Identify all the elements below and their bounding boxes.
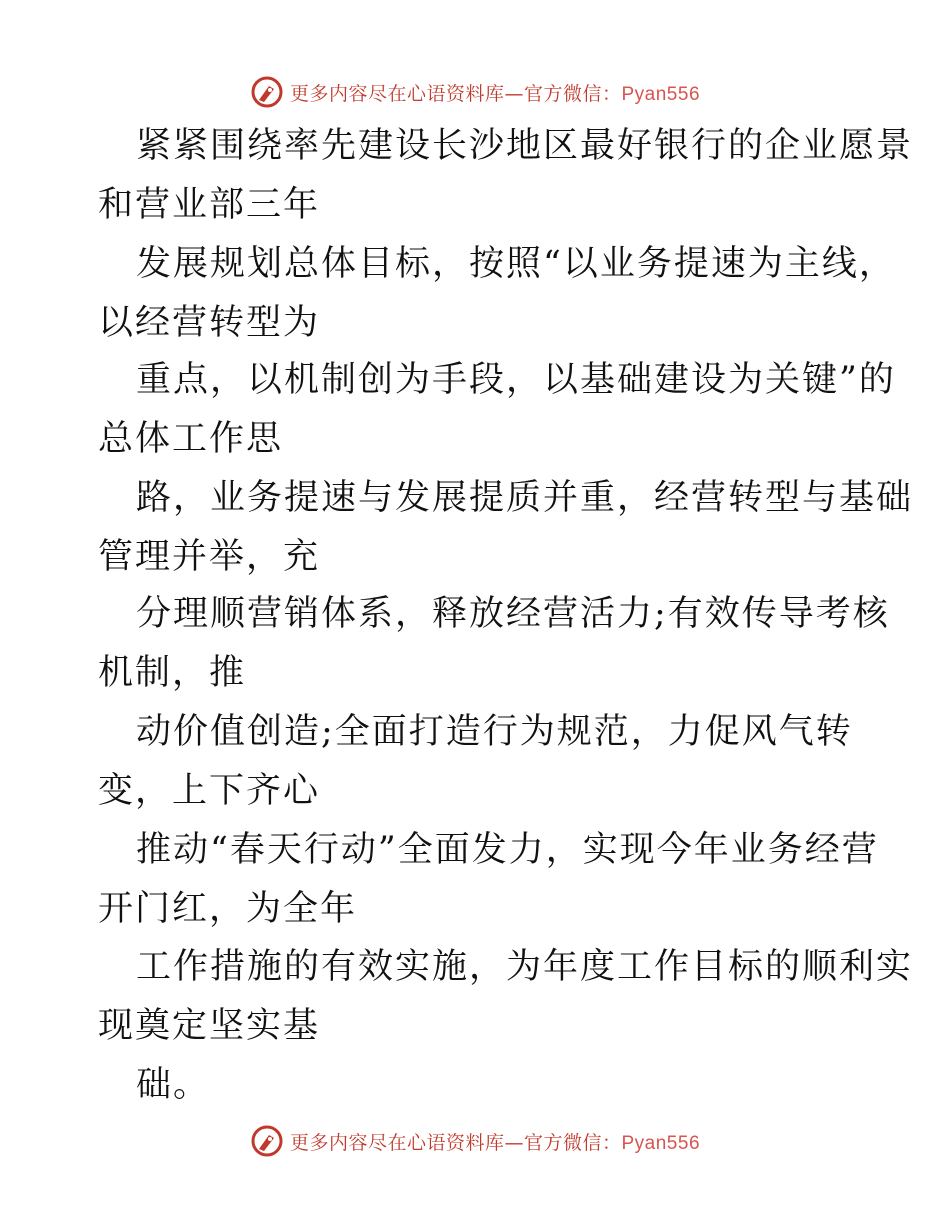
text-line: 动价值创造;全面打造行为规范，力促风气转 [136,712,853,752]
pen-nib-logo-icon [250,75,284,109]
text-line: 分理顺营销体系，释放经营活力;有效传导考核 [136,594,890,634]
banner-caption [290,79,700,106]
text-line: 以经营转型为 [98,303,321,343]
text-line: 础。 [136,1065,211,1105]
footer-banner [0,1121,950,1161]
text-line: 路，业务提速与发展提质并重，经营转型与基础 [136,478,914,518]
text-line: 管理并举，充 [98,537,321,577]
text-line: 和营业部三年 [98,185,321,225]
text-line: 重点，以机制创为手段，以基础建设为关键”的 [136,360,896,400]
text-line: 工作措施的有效实施，为年度工作目标的顺利实 [136,947,914,987]
banner-wechat-handle: Pyan556 [621,83,701,105]
text-line: 开门红，为全年 [98,889,358,929]
banner-caption [290,1128,700,1155]
banner-wechat-handle: Pyan556 [621,1132,701,1154]
pen-nib-logo-icon [250,1124,284,1158]
header-banner [0,72,950,112]
text-line: 机制，推 [98,653,247,693]
text-line: 发展规划总体目标，按照“以业务提速为主线， [136,244,896,284]
text-line: 紧紧围绕率先建设长沙地区最好银行的企业愿景 [136,126,914,166]
banner-main-text: 更多内容尽在心语资料库—官方微信： [289,82,622,105]
text-line: 总体工作思 [98,419,284,459]
banner-main-text: 更多内容尽在心语资料库—官方微信： [289,1131,622,1154]
text-line: 变，上下齐心 [98,771,321,811]
text-line: 现奠定坚实基 [98,1006,321,1046]
text-line: 推动“春天行动”全面发力，实现今年业务经营 [136,830,879,870]
